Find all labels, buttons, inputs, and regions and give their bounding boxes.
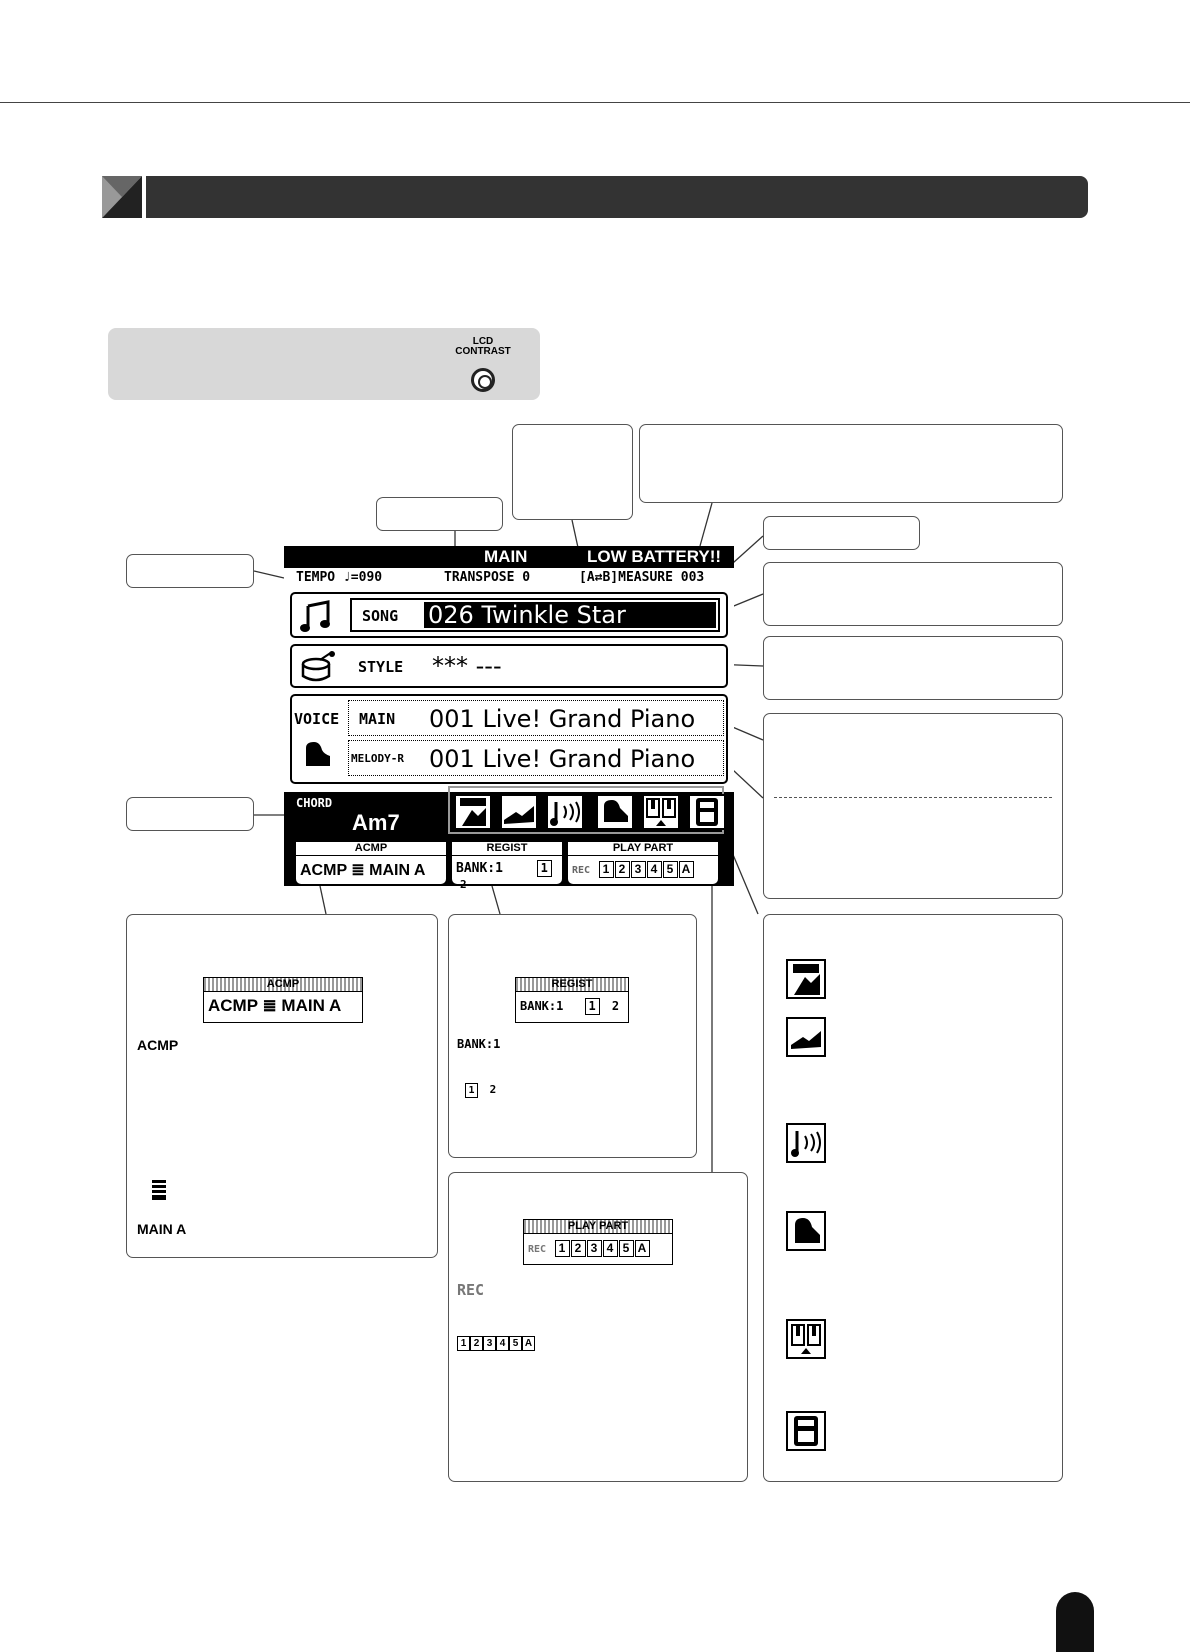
transpose-readout: TRANSPOSE 0 [444,570,531,585]
term-part-4: 4 [496,1336,509,1351]
disk-icon[interactable] [688,794,726,830]
chord-value: Am7 [352,810,400,835]
rec-term: REC [457,1281,485,1299]
acmp-mini-display [203,977,363,1023]
playpart-mini-display [523,1219,673,1265]
bank-value: BANK:1 [456,861,503,876]
song-field[interactable] [350,598,720,632]
grand-piano-icon [302,740,332,768]
part-4[interactable]: 4 [647,861,662,878]
regist-mini-row [516,992,628,1015]
term-part-3: 3 [483,1336,496,1351]
lcd-label-line1: LCD [472,336,494,347]
part-5[interactable]: 5 [663,861,678,878]
keyboard-hand-icon [786,959,826,999]
acmp-mini-value: ACMP ≣ MAIN A [208,996,342,1015]
lcd-title-bar [284,546,734,568]
playpart-mini-head: PLAY PART [524,1220,672,1234]
measure-readout: [A⇄B]MEASURE 003 [579,570,705,585]
regist-mini-head: REGIST [516,978,628,992]
song-panel [290,592,728,638]
mini-part-3: 3 [587,1240,602,1257]
voice-main-label: MAIN [359,710,396,728]
keyboard-hand-icon[interactable] [454,794,492,830]
style-label: STYLE [358,658,404,676]
rec-indicator: REC [572,865,591,876]
voice-main-field[interactable] [348,700,724,736]
regist-description-box [448,914,697,1158]
main-a-term: MAIN A [137,1221,187,1237]
regist-slot-1[interactable]: 1 [537,860,552,877]
mini-part-1: 1 [555,1240,570,1257]
acmp-term: ACMP [137,1037,179,1053]
mini-part-4: 4 [603,1240,618,1257]
lcd-bottom-area [284,792,734,891]
mini-part-2: 2 [571,1240,586,1257]
playpart-head: PLAY PART [568,842,718,856]
icon-description-box [763,914,1063,1482]
part-3[interactable]: 3 [631,861,646,878]
chord-label: CHORD [296,796,333,810]
term-part-5: 5 [509,1336,522,1351]
voice-main-value: 001 Live! Grand Piano [429,705,696,733]
regist-head: REGIST [452,842,562,856]
regist-mini-2: 2 [611,999,620,1013]
split-keyboard-icon[interactable] [642,794,680,830]
regist-term-sq: 1 [465,1083,478,1098]
acmp-head: ACMP [296,842,446,856]
acmp-panel [296,842,446,884]
term-part-1: 1 [457,1336,470,1351]
piano-icon [786,1211,826,1251]
split-keyboard-icon [786,1319,826,1359]
hand-touch-icon [786,1017,826,1057]
low-battery-indicator: LOW BATTERY!! [587,547,722,566]
music-note-icon [300,600,332,632]
playpart-mini-row [524,1234,672,1257]
voice-melody-field[interactable] [348,740,724,776]
regist-term-2: 2 [489,1083,497,1096]
hand-touch-icon[interactable] [500,794,538,830]
mini-part-5: 5 [619,1240,634,1257]
playpart-mini-rec: REC [528,1244,547,1255]
section-indicator-icon [151,1179,167,1201]
acmp-description-box [126,914,438,1258]
bank-term: BANK:1 [457,1037,501,1051]
note-wave-icon[interactable] [546,794,584,830]
part-1[interactable]: 1 [599,861,614,878]
mini-part-a: A [635,1240,650,1257]
voice-label: VOICE [294,710,340,728]
regist-mini-display [515,977,629,1023]
page-tab [1056,1592,1094,1652]
lcd-label-line2: CONTRAST [455,346,511,357]
voice-melody-value: 001 Live! Grand Piano [429,745,696,773]
term-part-2: 2 [470,1336,483,1351]
lcd-screen [284,546,734,891]
part-2[interactable]: 2 [615,861,630,878]
lcd-mode: MAIN [484,547,528,566]
voice-melody-label: MELODY-R [351,752,404,765]
song-label: SONG [362,607,399,625]
playpart-description-box [448,1172,748,1482]
regist-slot-term [465,1083,496,1098]
regist-mini-sq: 1 [585,998,600,1015]
disk-icon [786,1411,826,1451]
style-value: *** --- [432,652,502,680]
regist-row [452,856,562,892]
acmp-mini-head: ACMP [204,978,362,992]
playpart-panel [568,842,718,884]
regist-mini-bank: BANK:1 [520,999,564,1013]
note-wave-icon [786,1123,826,1163]
piano-icon[interactable] [596,794,634,830]
acmp-value: ACMP ≣ MAIN A [300,862,426,879]
parts-term-row [457,1333,535,1351]
playpart-row [568,856,718,878]
style-panel [290,644,728,688]
part-a[interactable]: A [679,861,694,878]
term-part-a: A [522,1336,535,1351]
regist-panel [452,842,562,891]
voice-panel [290,694,728,784]
regist-slot-2[interactable]: 2 [460,878,467,891]
tempo-readout: TEMPO ♩=090 [296,570,383,585]
song-value: 026 Twinkle Star [424,602,716,628]
drum-icon [300,650,336,684]
